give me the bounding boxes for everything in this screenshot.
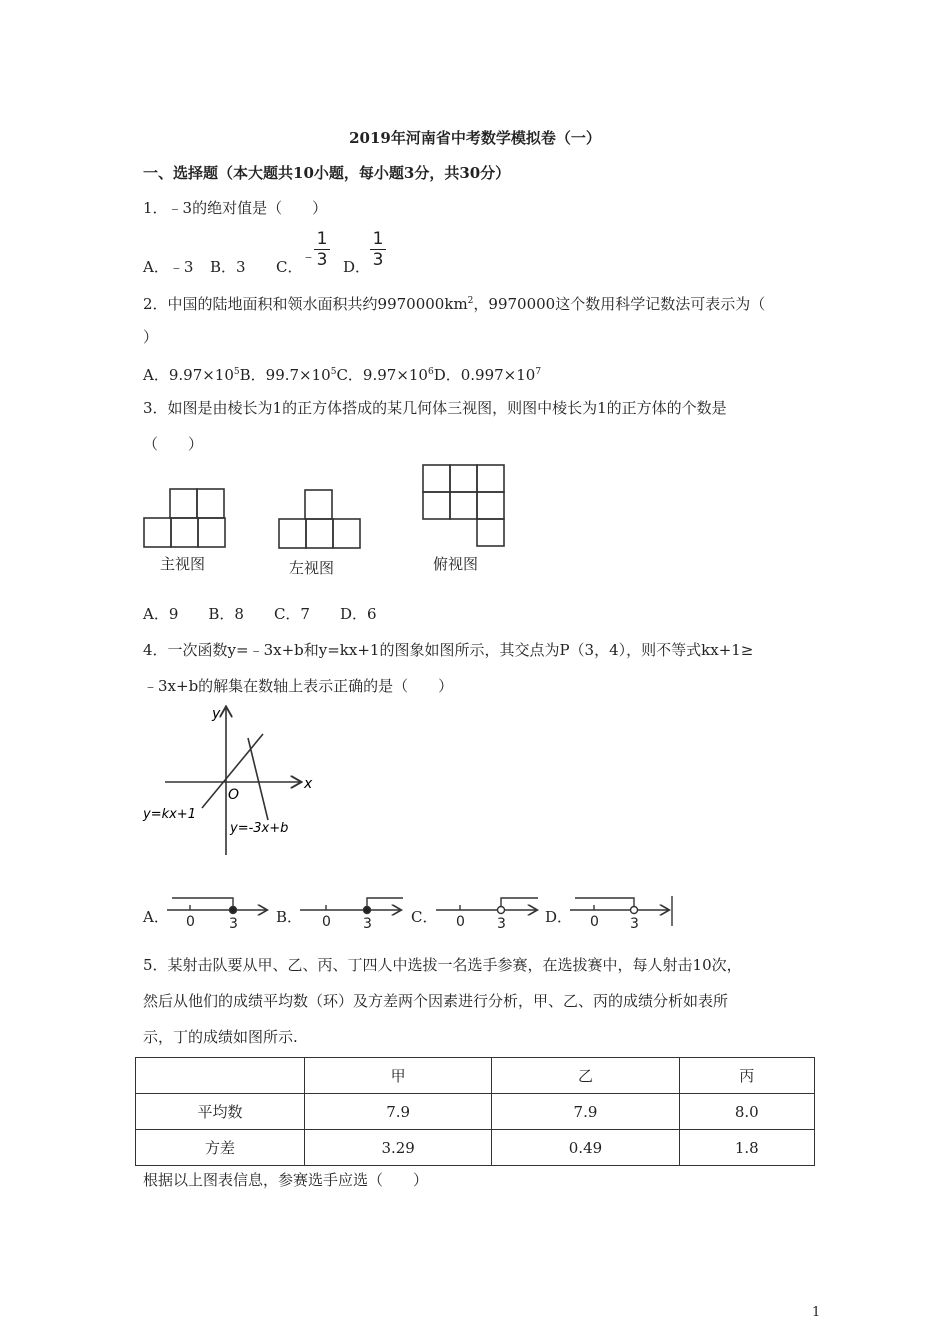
origin-label: O — [228, 787, 240, 803]
number-line-c — [436, 898, 538, 914]
q5-after-table: 根据以上图表信息，参赛选手应选（ ） — [143, 1171, 429, 1189]
q4-stem-line1: 4．一次函数y=﹣3x+b和y=kx+1的图象如图所示，其交点为P（3，4），则不等式kx+1≥ — [143, 641, 754, 659]
line1-label: y=kx+1 — [143, 807, 196, 822]
y-axis-label: y — [212, 706, 221, 722]
q4-stem-line2: ﹣3x+b的解集在数轴上表示正确的是（ ） — [143, 677, 454, 695]
line-neg3x-plus-b — [248, 738, 268, 820]
table-header-cell: 丙 — [679, 1058, 814, 1094]
q1-option-d: D． — [343, 258, 371, 276]
line2-label: y=-3x+b — [230, 821, 289, 836]
q1-stem: 1．﹣3的绝对值是（ ） — [143, 199, 328, 217]
tick-0: 0 — [322, 914, 331, 930]
top-view-label: 俯视图 — [433, 555, 479, 573]
q2-option-d: D．0.997×10 — [433, 366, 536, 384]
q5-score-table — [135, 1057, 815, 1166]
tick-0: 0 — [590, 914, 599, 930]
table-cell: 8.0 — [679, 1094, 814, 1130]
q4-number-line-options — [0, 890, 950, 940]
left-view-label: 左视图 — [289, 559, 335, 577]
table-cell: 1.8 — [679, 1130, 814, 1166]
table-header-cell — [136, 1058, 305, 1094]
tick-3: 3 — [630, 916, 639, 932]
table-cell: 7.9 — [305, 1094, 492, 1130]
q2-option-a: A．9.97×10 — [143, 366, 234, 384]
tick-0: 0 — [186, 914, 195, 930]
q4-option-b-label: B． — [276, 908, 303, 926]
q2-option-d-exp: 7 — [535, 367, 542, 377]
q3-options: A．9 B．8 C．7 D．6 — [143, 605, 377, 623]
table-cell: 3.29 — [305, 1130, 492, 1166]
q2-stem-text: 2．中国的陆地面积和领水面积共约9970000km — [143, 295, 468, 313]
page-number: 1 — [812, 1305, 821, 1320]
q2-option-b: B．99.7×10 — [239, 366, 331, 384]
table-cell: 7.9 — [492, 1094, 679, 1130]
tick-3: 3 — [497, 916, 506, 932]
q2-option-c: C．9.97×10 — [336, 366, 428, 384]
section-heading: 一、选择题（本大题共10小题，每小题3分，共30分） — [143, 164, 511, 182]
x-axis-label: x — [304, 776, 313, 792]
q1-option-c: C． — [276, 258, 303, 276]
number-line-b — [300, 898, 403, 914]
q3-stem-line2: （ ） — [143, 435, 204, 453]
table-header-cell: 乙 — [492, 1058, 679, 1094]
q2-option-c-exp: 6 — [427, 367, 434, 377]
q4-option-d-label: D． — [545, 908, 573, 926]
tick-0: 0 — [456, 914, 465, 930]
q4-option-a-label: A． — [143, 908, 169, 926]
left-view-diagram — [279, 490, 360, 548]
q4-option-c-label: C． — [411, 908, 438, 926]
table-cell: 0.49 — [492, 1130, 679, 1166]
fraction-denominator: 3 — [372, 250, 384, 270]
fraction-numerator: 1 — [372, 229, 384, 249]
q1-option-b: B．3 — [210, 258, 246, 276]
table-header-cell: 甲 — [305, 1058, 492, 1094]
q2-stem-text-end: ，9970000这个数用科学记数法可表示为（ — [473, 295, 766, 313]
table-row — [136, 1094, 815, 1130]
q2-unit-exponent: 2 — [467, 296, 474, 306]
q5-stem-line2: 然后从他们的成绩平均数（环）及方差两个因素进行分析，甲、乙、丙的成绩分析如表所 — [143, 992, 729, 1010]
front-view-diagram — [144, 489, 225, 547]
q5-stem-line1: 5．某射击队要从甲、乙、丙、丁四人中选拔一名选手参赛，在选拔赛中，每人射击10次， — [143, 956, 742, 974]
q4-function-graph — [140, 700, 330, 860]
table-cell: 平均数 — [136, 1094, 305, 1130]
table-cell: 方差 — [136, 1130, 305, 1166]
q5-stem-line3: 示，丁的成绩如图所示. — [143, 1028, 298, 1046]
number-line-d — [570, 896, 672, 926]
table-row — [136, 1130, 815, 1166]
tick-3: 3 — [363, 916, 372, 932]
q1-option-a: A．﹣3 — [143, 258, 194, 276]
q3-stem-line1: 3．如图是由棱长为1的正方体搭成的某几何体三视图，则图中棱长为1的正方体的个数是 — [143, 399, 727, 417]
fraction-denominator: 3 — [316, 250, 328, 270]
q2-option-b-exp: 5 — [330, 367, 337, 377]
q1-c-sign: ﹣ — [301, 247, 317, 265]
table-header-row — [136, 1058, 815, 1094]
page-title: 2019年河南省中考数学模拟卷（一） — [349, 129, 601, 147]
top-view-diagram — [423, 465, 504, 546]
q2-option-a-exp: 5 — [233, 367, 240, 377]
fraction-numerator: 1 — [316, 229, 328, 249]
number-line-a — [167, 898, 266, 914]
front-view-label: 主视图 — [160, 555, 206, 573]
q2-stem-line2: ） — [143, 328, 159, 346]
tick-3: 3 — [229, 916, 238, 932]
